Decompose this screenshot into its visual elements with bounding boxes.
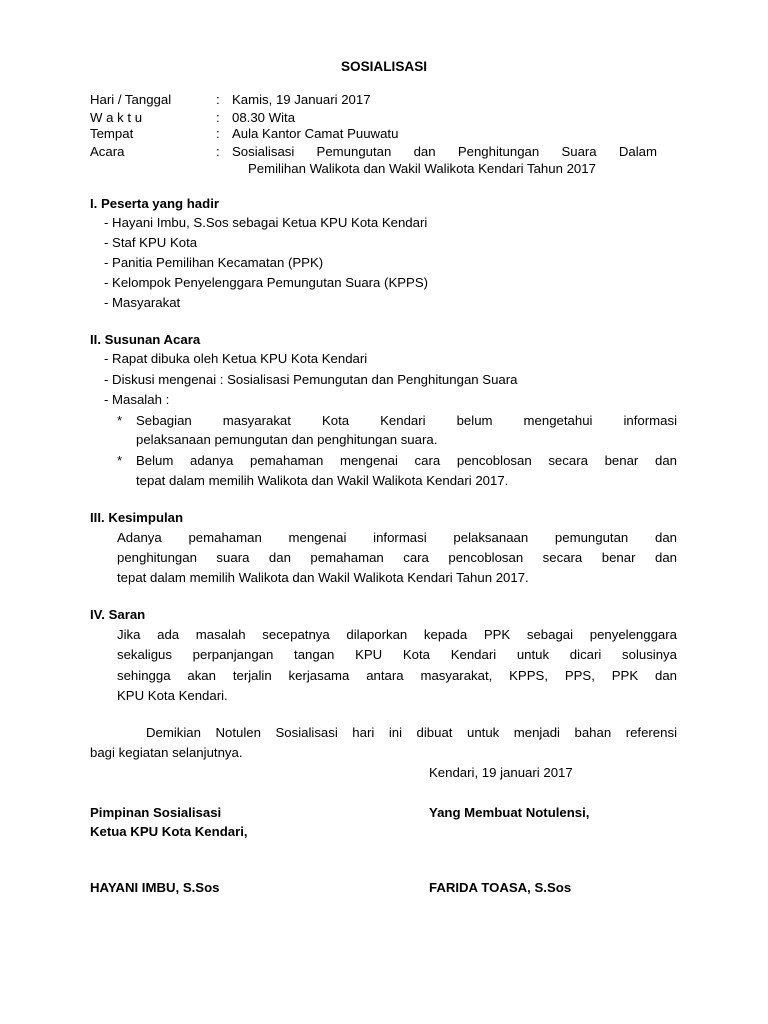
- section2-item: - Masalah :: [104, 392, 170, 407]
- day-value: Kamis, 19 Januari 2017: [232, 92, 371, 107]
- left-signatory-name: HAYANI IMBU, S.Sos: [90, 880, 220, 895]
- section1-heading: I. Peserta yang hadir: [90, 196, 219, 211]
- section1-item: - Hayani Imbu, S.Sos sebagai Ketua KPU Kota Kendari: [104, 215, 428, 230]
- time-value: 08.30 Wita: [232, 110, 296, 125]
- section2-item: - Diskusi mengenai : Sosialisasi Pemungutan dan Penghitungan Suara: [104, 372, 518, 387]
- section4-heading: IV. Saran: [90, 607, 146, 622]
- section2-heading: II. Susunan Acara: [90, 332, 201, 347]
- section1-item: - Staf KPU Kota: [104, 235, 198, 250]
- time-colon: :: [216, 110, 220, 125]
- bullet-star: *: [117, 453, 123, 468]
- event-value-line2: Pemilihan Walikota dan Wakil Walikota Kendari Tahun 2017: [248, 161, 596, 176]
- day-label: Hari / Tanggal: [90, 92, 172, 107]
- section2-item: - Rapat dibuka oleh Ketua KPU Kota Kendari: [104, 351, 368, 366]
- place-label: Tempat: [90, 126, 134, 141]
- event-label: Acara: [90, 144, 125, 159]
- closing-line1: Demikian Notulen Sosialisasi hari ini dibuat untuk menjadi bahan referensi: [146, 725, 677, 740]
- place-value: Aula Kantor Camat Puuwatu: [232, 126, 399, 141]
- closing-line2: bagi kegiatan selanjutnya.: [90, 745, 243, 760]
- left-signatory-title: Pimpinan Sosialisasi: [90, 805, 222, 820]
- problem2-line2: tepat dalam memilih Walikota dan Wakil Walikota Kendari 2017.: [136, 473, 509, 488]
- left-signatory-position: Ketua KPU Kota Kendari,: [90, 824, 248, 839]
- event-value-line1: Sosialisasi Pemungutan dan Penghitungan Suara Dalam: [232, 144, 657, 159]
- section1-item: - Masyarakat: [104, 295, 181, 310]
- place-date: Kendari, 19 januari 2017: [429, 765, 573, 780]
- right-signatory-name: FARIDA TOASA, S.Sos: [429, 880, 572, 895]
- problem2-line1: Belum adanya pemahaman mengenai cara pencoblosan secara benar dan: [136, 453, 677, 468]
- event-colon: :: [216, 144, 220, 159]
- right-signatory-title: Yang Membuat Notulensi,: [429, 805, 590, 820]
- suggestion-line3: sehingga akan terjalin kerjasama antara masyarakat, KPPS, PPS, PPK dan: [117, 668, 677, 683]
- suggestion-line2: sekaligus perpanjangan tangan KPU Kota Kendari untuk dicari solusinya: [117, 647, 677, 662]
- time-label: W a k t u: [90, 110, 143, 125]
- problem1-line1: Sebagian masyarakat Kota Kendari belum mengetahui informasi: [136, 413, 677, 428]
- conclusion-line2: penghitungan suara dan pemahaman cara pencoblosan secara benar dan: [117, 550, 677, 565]
- suggestion-line1: Jika ada masalah secepatnya dilaporkan kepada PPK sebagai penyelenggara: [117, 627, 677, 642]
- section3-heading: III. Kesimpulan: [90, 510, 184, 525]
- conclusion-line1: Adanya pemahaman mengenai informasi pelaksanaan pemungutan dan: [117, 530, 677, 545]
- problem1-line2: pelaksanaan pemungutan dan penghitungan suara.: [136, 432, 438, 447]
- document-title: SOSIALISASI: [340, 59, 428, 74]
- section1-item: - Kelompok Penyelenggara Pemungutan Suara (KPPS): [104, 275, 429, 290]
- conclusion-line3: tepat dalam memilih Walikota dan Wakil Walikota Kendari Tahun 2017.: [117, 570, 529, 585]
- place-colon: :: [216, 126, 220, 141]
- suggestion-line4: KPU Kota Kendari.: [117, 688, 228, 703]
- section1-item: - Panitia Pemilihan Kecamatan (PPK): [104, 255, 324, 270]
- day-colon: :: [216, 92, 220, 107]
- bullet-star: *: [117, 413, 123, 428]
